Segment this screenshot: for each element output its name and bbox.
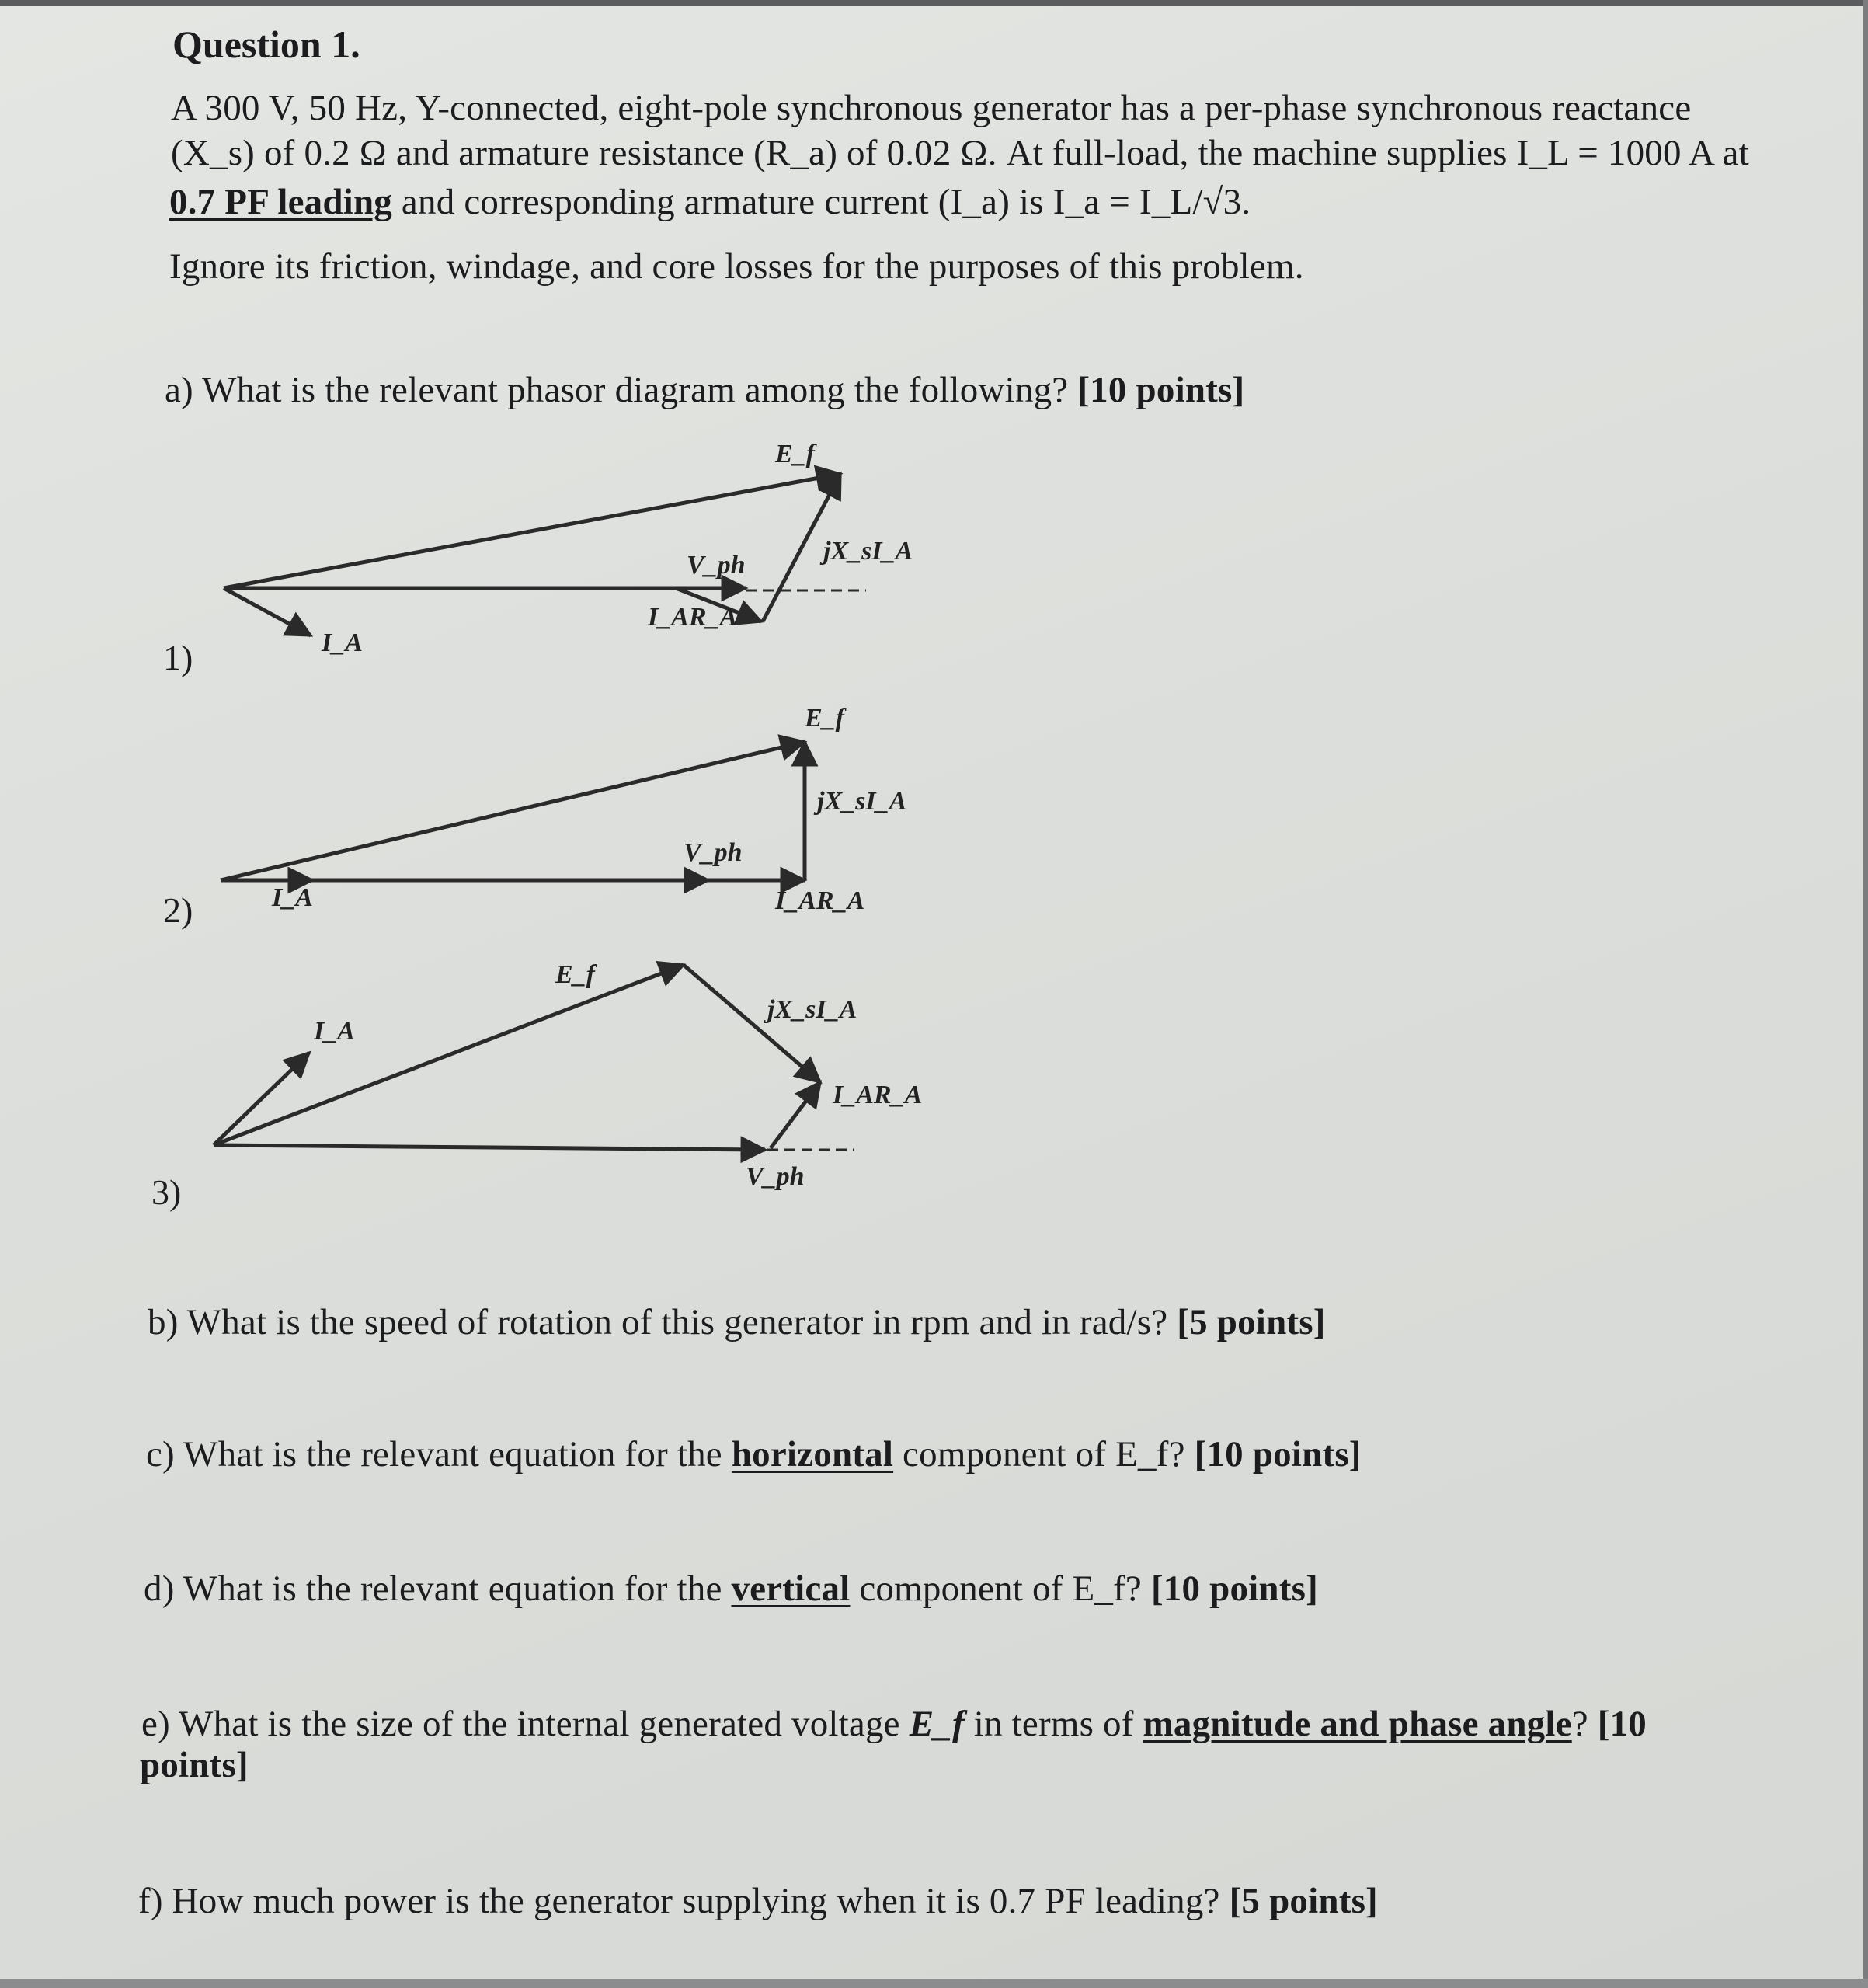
part-e-question	[141, 1703, 1647, 1745]
part-e-post: ?	[1571, 1704, 1598, 1744]
part-d-points: [10 points]	[1150, 1568, 1318, 1609]
intro-line-1: A 300 V, 50 Hz, Y-connected, eight-pole synchronous generator has a per-phase synchronous reactance	[171, 88, 1692, 128]
part-a-points: [10 points]	[1077, 370, 1245, 410]
part-c-pre: c) What is the relevant equation for the	[146, 1434, 732, 1474]
d1-ia-arrow	[224, 588, 311, 635]
part-b-text: b) What is the speed of rotation of this generator in rpm and in rad/s?	[148, 1302, 1178, 1342]
ignore-losses-line: Ignore its friction, windage, and core losses for the purposes of this problem.	[169, 246, 1304, 287]
part-e-points-2: points]	[140, 1745, 249, 1785]
part-d-emphasis: vertical	[731, 1568, 851, 1609]
part-e-emphasis: magnitude and phase angle	[1143, 1704, 1572, 1744]
d1-ef-arrow	[224, 474, 840, 588]
part-f-question	[138, 1880, 1378, 1922]
part-c-question	[146, 1433, 1362, 1475]
part-e-mid: in terms of	[964, 1704, 1143, 1744]
d1-iara-label: I_AR_A	[648, 603, 738, 632]
d2-iara-label: I_AR_A	[775, 886, 865, 915]
d3-ef-arrow	[214, 965, 684, 1145]
d1-vph-label: V_ph	[687, 551, 746, 580]
d3-iara-label: I_AR_A	[833, 1081, 923, 1109]
d2-jxsia-label: jX_sI_A	[817, 787, 907, 816]
diagram-1-number: 1)	[163, 638, 193, 677]
part-f-text: f) How much power is the generator supplying when it is 0.7 PF leading?	[138, 1881, 1230, 1921]
part-c-post: component of E_f?	[893, 1434, 1195, 1474]
d2-vph-label: V_ph	[684, 838, 743, 867]
part-a-text: a) What is the relevant phasor diagram among the following?	[165, 370, 1078, 410]
part-e-points-1: [10	[1597, 1704, 1647, 1744]
d2-ia-label: I_A	[272, 883, 313, 912]
phasor-diagram-1	[224, 474, 866, 635]
phasor-diagram-3	[214, 965, 854, 1150]
d2-ef-label: E_f	[805, 704, 844, 733]
part-d-pre: d) What is the relevant equation for the	[144, 1568, 732, 1609]
d1-ef-label: E_f	[775, 440, 815, 468]
question-title: Question 1.	[172, 23, 360, 66]
diagram-2-number: 2)	[163, 890, 193, 930]
pf-leading-emphasis: 0.7 PF leading	[169, 182, 392, 222]
d3-vph-arrow	[214, 1145, 765, 1150]
d3-vph-label: V_ph	[746, 1162, 805, 1191]
part-d-post: component of E_f?	[850, 1568, 1151, 1609]
part-e-pre: e) What is the size of the internal generated voltage	[141, 1704, 910, 1744]
d3-ia-arrow	[214, 1053, 309, 1145]
intro-line-3-rest: and corresponding armature current (I_a) is I_a = I_L/√3.	[391, 182, 1251, 222]
part-e-var: E_f	[909, 1704, 965, 1744]
part-c-emphasis: horizontal	[731, 1434, 894, 1474]
d3-ia-label: I_A	[314, 1017, 355, 1046]
d3-iara-arrow	[771, 1082, 820, 1148]
part-d-question	[144, 1568, 1318, 1610]
intro-line-2: (X_s) of 0.2 Ω and armature resistance (R_a) of 0.02 Ω. At full-load, the machine supplies I_L = 1000 A at	[171, 133, 1749, 173]
d3-jxsia-label: jX_sI_A	[767, 995, 857, 1024]
d3-ef-label: E_f	[555, 960, 595, 989]
diagram-3-number: 3)	[151, 1172, 182, 1212]
d1-jxsia-label: jX_sI_A	[823, 537, 913, 566]
d1-ia-label: I_A	[322, 628, 363, 657]
part-b-points: [5 points]	[1177, 1302, 1326, 1342]
part-f-points: [5 points]	[1229, 1881, 1378, 1921]
part-b-question	[148, 1301, 1326, 1343]
part-c-points: [10 points]	[1194, 1434, 1362, 1474]
